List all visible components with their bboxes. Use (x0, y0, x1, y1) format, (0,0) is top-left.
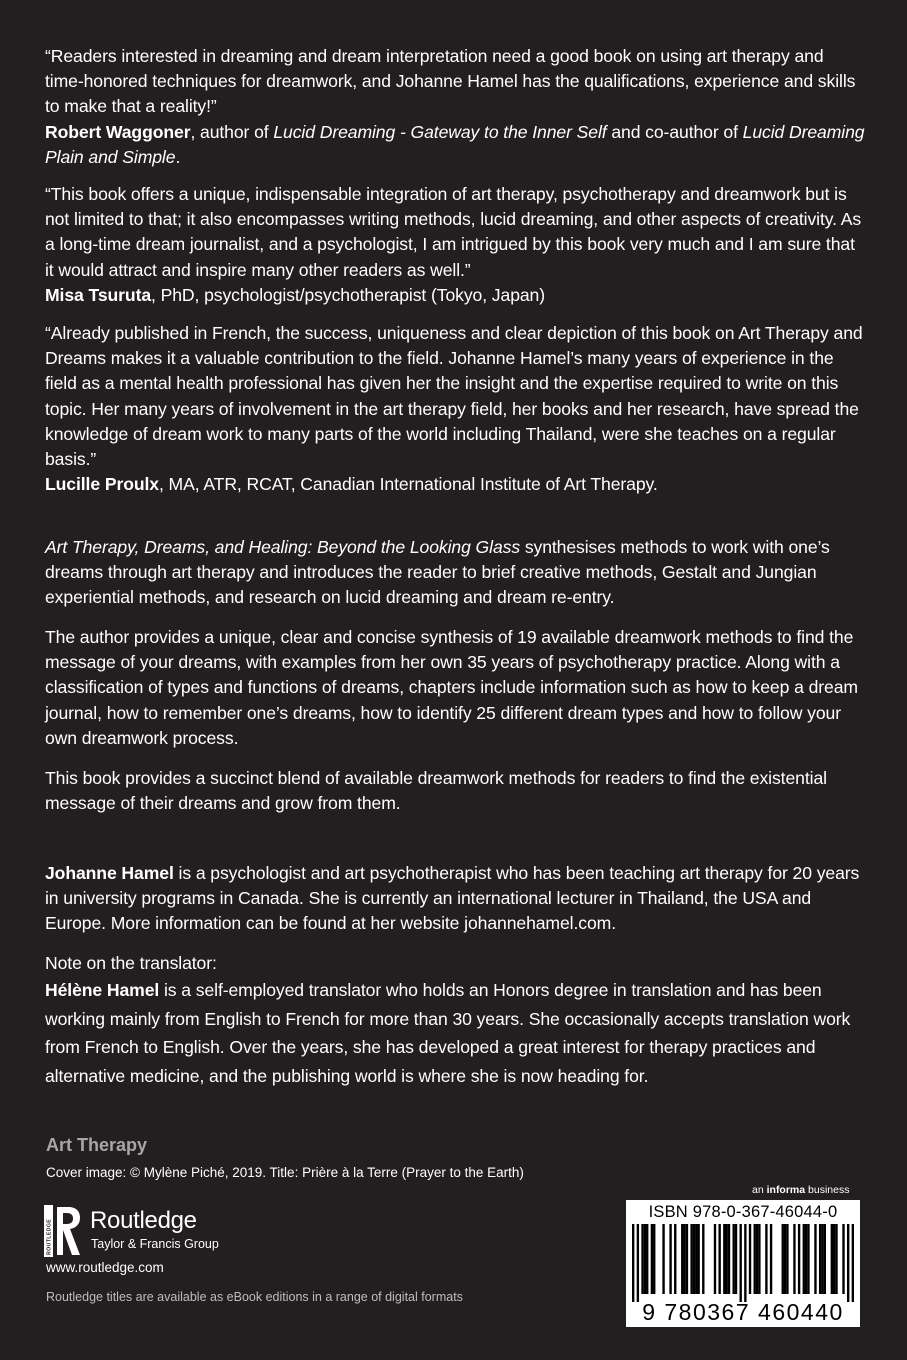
barcode-bar (646, 1224, 648, 1294)
barcode-bar (852, 1224, 854, 1302)
barcode-bar (674, 1224, 676, 1294)
barcode-bar (814, 1224, 816, 1294)
quote-waggoner (45, 44, 865, 170)
barcode-bar (831, 1224, 833, 1294)
barcode-bar (821, 1224, 823, 1294)
barcode-bar (782, 1224, 784, 1294)
isbn-label: ISBN 978-0-367-46044-0 (648, 1203, 838, 1221)
barcode-bar (651, 1224, 653, 1294)
quote-attribution: Robert Waggoner, author of Lucid Dreaming - Gateway to the Inner Self and co-author of Lucid Dreaming Plain and Simple. (45, 121, 865, 167)
barcode-bar (683, 1224, 685, 1294)
barcode-bar (765, 1224, 767, 1294)
barcode-bar (693, 1224, 695, 1294)
quote-author-name: Misa Tsuruta (45, 284, 152, 305)
barcode-bar (835, 1224, 837, 1294)
barcode-number: 9 780367 460440 (642, 1299, 844, 1325)
barcode-bar (754, 1224, 756, 1294)
barcode-bar (847, 1224, 849, 1302)
barcode-bar (718, 1224, 720, 1294)
barcode-bar (697, 1224, 699, 1294)
barcode-bar (695, 1224, 697, 1294)
quote-attribution: Lucille Proulx, MA, ATR, RCAT, Canadian International Institute of Art Therapy. (45, 474, 658, 495)
barcode-bar (756, 1224, 758, 1294)
barcode-bar (749, 1224, 751, 1294)
barcode-bar (632, 1224, 634, 1302)
barcode-bar (644, 1224, 646, 1294)
barcode-bar (735, 1224, 737, 1294)
barcode-bar (803, 1224, 805, 1294)
barcode-bar (728, 1224, 730, 1294)
barcode-bar (669, 1224, 671, 1294)
book-title: Art Therapy, Dreams, and Healing: Beyond the Looking Glass (45, 537, 521, 557)
barcode-bar (662, 1224, 664, 1294)
barcode-bar (732, 1224, 734, 1294)
barcode-bar (723, 1224, 725, 1294)
informa-business-label: an informa business (752, 1184, 850, 1196)
book-title: Lucid Dreaming - Gateway to the Inner Self (273, 121, 607, 142)
barcode-bar (641, 1224, 643, 1294)
barcode-bars (632, 1224, 854, 1302)
barcode-bar (824, 1224, 826, 1294)
barcode-bar (681, 1224, 683, 1294)
author-bio: Johanne Hamel is a psychologist and art psychotherapist who has been teaching art therapy for 20 years in university programs in Canada. She is currently an international lecturer in Thailand, the USA and Europe. More information can be found at her website johannehamel.com. (45, 863, 860, 934)
barcode-bar (690, 1224, 692, 1294)
routledge-logo (44, 1205, 244, 1257)
cover-image-credit: Cover image: © Mylène Piché, 2019. Title: Prière à la Terre (Prayer to the Earth) (46, 1165, 524, 1180)
isbn-barcode (626, 1200, 860, 1327)
barcode-bar (702, 1224, 704, 1294)
barcode-bar (770, 1224, 772, 1294)
barcode-bar (819, 1224, 821, 1294)
translator-name: Hélène Hamel (45, 980, 160, 1000)
translator-note-heading: Note on the translator: (45, 953, 217, 973)
barcode-bar (805, 1224, 807, 1294)
quote-author-name: Robert Waggoner (45, 121, 191, 142)
barcode-bar (786, 1224, 788, 1294)
quote-author-name: Lucille Proulx (45, 474, 159, 495)
publisher-name: Routledge (90, 1207, 197, 1234)
ebook-note: Routledge titles are available as eBook editions in a range of digital formats (46, 1290, 463, 1304)
barcode-bar (842, 1224, 844, 1294)
description-paragraph-3: This book provides a succinct blend of available dreamwork methods for readers to find the existential message of their dreams and grow from them. (45, 768, 827, 814)
publisher-website: www.routledge.com (46, 1260, 164, 1275)
series-category: Art Therapy (46, 1135, 148, 1155)
logo-vertical-text: ROUTLEDGE (46, 1218, 53, 1255)
barcode-bar (758, 1224, 760, 1294)
barcode-bar (714, 1224, 716, 1294)
quote-proulx (45, 321, 865, 497)
routledge-r-icon (44, 1205, 82, 1257)
barcode-bar (807, 1224, 809, 1294)
barcode-bar (744, 1224, 746, 1302)
barcode-bar (739, 1224, 741, 1302)
barcode-bar (793, 1224, 795, 1294)
barcode-bar (798, 1224, 800, 1294)
publisher-group: Taylor & Francis Group (91, 1237, 219, 1251)
barcode-bar (784, 1224, 786, 1294)
quote-attribution: Misa Tsuruta, PhD, psychologist/psychotherapist (Tokyo, Japan) (45, 284, 546, 305)
quote-text: “Already published in French, the success, uniqueness and clear depiction of this book on Art Therapy and Dreams makes it a valuable contribution to the field. Johanne Hamel’s many years of experience in the field as a mental health professional has given her the insight and the expertise required to write on this topic. Her many years of involvement in the art therapy field, her books and her research, have spread the knowledge of dream work to many parts of the world including Thailand, were she teaches on a regular basis.” (45, 323, 863, 470)
quote-tsuruta (45, 182, 865, 308)
barcode-bar (725, 1224, 727, 1294)
description-paragraph-2: The author provides a unique, clear and concise synthesis of 19 available dreamwork methods to find the message of your dreams, with examples from her own 35 years of psychotherapy practice. Along with a classification of types and functions of dreams, chapters include information such as how to keep a dream journal, how to remember one’s dreams, how to identify 25 different dream types and how to follow your own dreamwork process. (45, 627, 858, 748)
description-paragraph-1: Art Therapy, Dreams, and Healing: Beyond the Looking Glass synthesises methods to work with one’s dreams through art therapy and introduces the reader to brief creative methods, Gestalt and Jungian experiential methods, and research on lucid dreaming and dream re-entry. (45, 537, 830, 608)
book-title: Lucid Dreaming Plain and Simple (45, 121, 865, 167)
barcode-bar (637, 1224, 639, 1302)
barcode-bar (653, 1224, 655, 1294)
quote-text: “Readers interested in dreaming and dream interpretation need a good book on using art therapy and time-honored techniques for dreamwork, and Johanne Hamel has the qualifications, experience and skills to make that a reality!” (45, 46, 856, 117)
quote-text: “This book offers a unique, indispensable integration of art therapy, psychotherapy and dreamwork but is not limited to that; it also encompasses writing methods, lucid dreaming, and other aspects of creativity. As a long-time dream journalist, and a psychologist, I am intrigued by this book very much and I am sure that it would attract and inspire many other readers as well.” (45, 184, 862, 280)
barcode-bar (686, 1224, 688, 1294)
translator-bio: Note on the translator: Hélène Hamel is a self-employed translator who holds an Honors degree in translation and has been working mainly from English to French for more than 30 years. She occasionally accepts translation work from French to English. Over the years, she has developed a great interest for therapy practices and alternative medicine, and the publishing world is where she is now heading for. (45, 951, 865, 1091)
barcode-bar (833, 1224, 835, 1294)
author-name: Johanne Hamel (45, 863, 174, 883)
